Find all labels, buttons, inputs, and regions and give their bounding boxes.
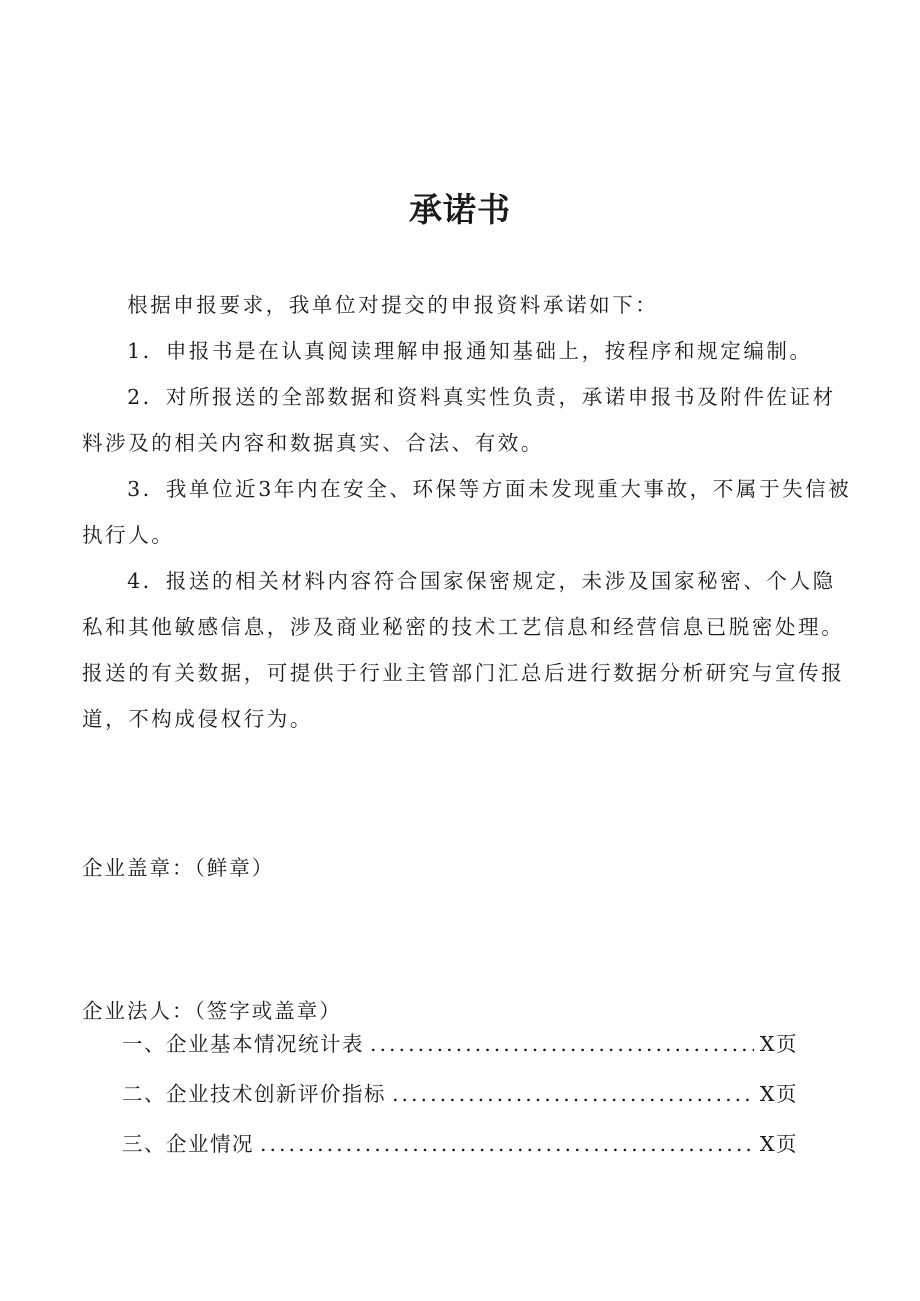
commitment-item-1: 1．申报书是在认真阅读理解申报通知基础上，按程序和规定编制。 <box>127 339 813 363</box>
toc-entry <box>122 1077 798 1107</box>
legal-person-line: 企业法人：（签字或盖章） <box>82 999 342 1023</box>
toc-entry <box>122 1127 798 1157</box>
company-seal-line: 企业盖章：（鲜章） <box>82 856 275 880</box>
toc-leader <box>392 1082 754 1106</box>
toc-page: X页 <box>759 1082 798 1106</box>
toc-label: 一、企业基本情况统计表 <box>122 1032 364 1056</box>
intro-paragraph: 根据申报要求，我单位对提交的申报资料承诺如下： <box>127 293 659 317</box>
toc-label: 三、企业情况 <box>122 1132 254 1156</box>
commitment-item-3: 3．我单位近3年内在安全、环保等方面未发现重大事故，不属于失信被执行人。 <box>82 477 852 547</box>
commitment-item-2: 2．对所报送的全部数据和资料真实性负责，承诺申报书及附件佐证材料涉及的相关内容和数据真实、合法、有效。 <box>82 385 836 455</box>
commitment-body <box>82 282 852 742</box>
toc-page: X页 <box>759 1132 798 1156</box>
toc-leader <box>370 1032 754 1056</box>
commitment-item-4: 4．报送的相关材料内容符合国家保密规定，未涉及国家秘密、个人隐私和其他敏感信息，涉及商业秘密的技术工艺信息和经营信息已脱密处理。报送的有关数据，可提供于行业主管部门汇总后进行数据分析研究与宣传报道，不构成侵权行为。 <box>82 569 845 731</box>
toc-leader <box>260 1132 754 1156</box>
toc-entry <box>122 1027 798 1057</box>
page-title: 承诺书 <box>409 190 511 229</box>
toc-label: 二、企业技术创新评价指标 <box>122 1082 386 1106</box>
toc-page: X页 <box>759 1032 798 1056</box>
